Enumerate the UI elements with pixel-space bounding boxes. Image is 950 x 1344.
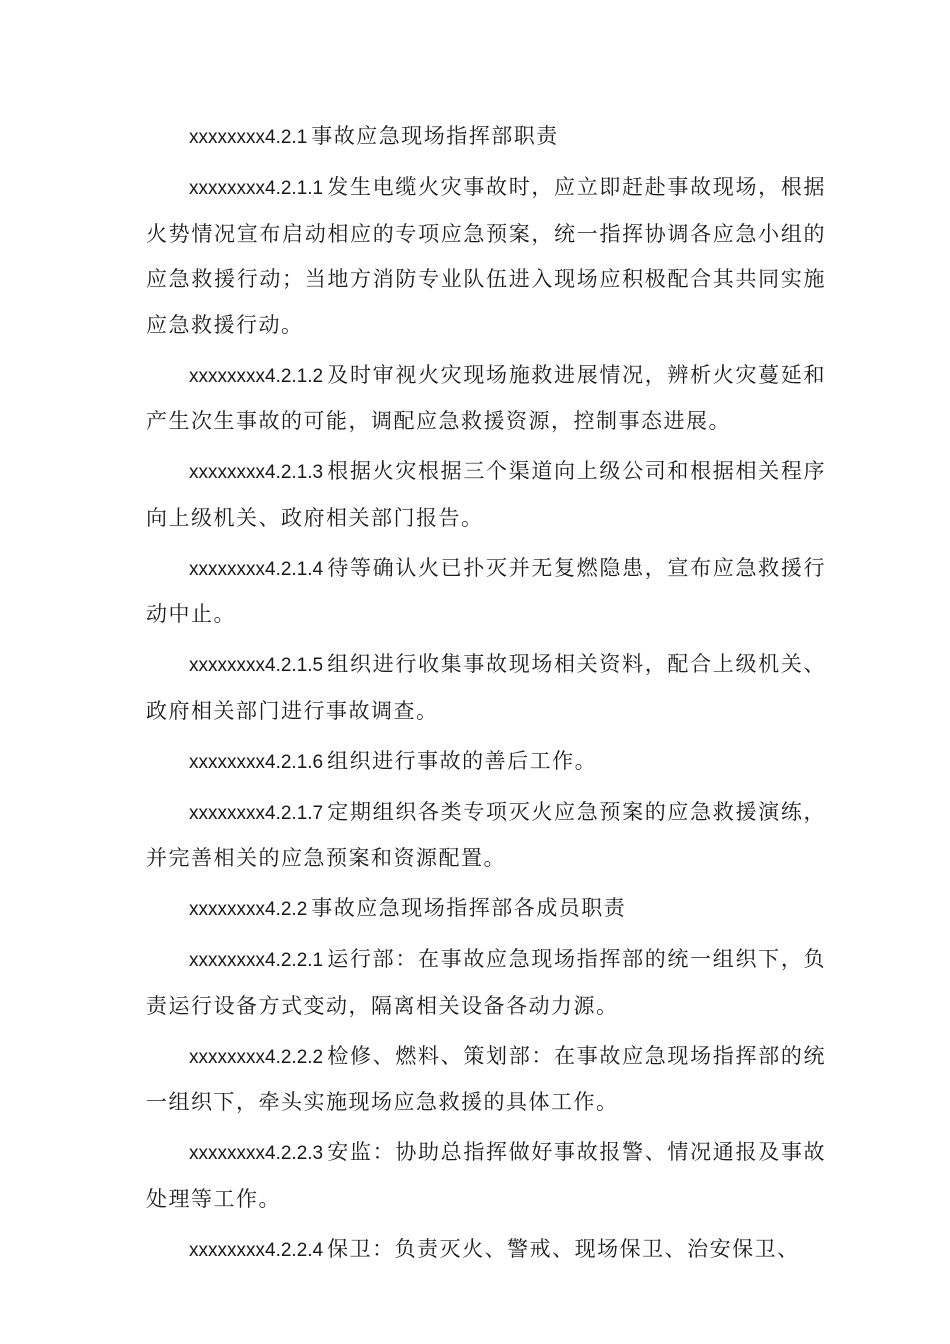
paragraph-text: 根据火灾根据三个渠道向上级公司和根据相关程序向上级机关、政府相关部门报告。 <box>146 459 826 530</box>
section-number: xxxxxxxx4.2.1 <box>189 127 308 148</box>
paragraph-4-2-2 <box>146 886 826 933</box>
paragraph-text: 及时审视火灾现场施救进展情况，辨析火灾蔓延和产生次生事故的可能，调配应急救援资源，控制事态进展。 <box>146 362 826 433</box>
section-number: xxxxxxxx4.2.2.1 <box>189 950 324 971</box>
paragraph-4-2-1-3 <box>146 449 826 541</box>
paragraph-4-2-2-4 <box>146 1227 826 1274</box>
paragraph-text: 组织进行事故的善后工作。 <box>327 748 598 773</box>
paragraph-text: 事故应急现场指挥部职责 <box>311 124 559 148</box>
paragraph-text: 保卫：负责灭火、警戒、现场保卫、治安保卫、 <box>327 1236 800 1261</box>
section-number: xxxxxxxx4.2.1.5 <box>189 655 324 676</box>
paragraph-4-2-1-7 <box>146 790 826 882</box>
paragraph-4-2-1-2 <box>146 353 826 445</box>
section-number: xxxxxxxx4.2.2.3 <box>189 1143 324 1164</box>
section-number: xxxxxxxx4.2.1.3 <box>189 462 324 483</box>
paragraph-text: 运行部：在事故应急现场指挥部的统一组织下，负责运行设备方式变动，隔离相关设备各动力源。 <box>146 947 826 1018</box>
document-body <box>146 114 826 1278</box>
section-number: xxxxxxxx4.2.1.7 <box>189 802 324 824</box>
section-number: xxxxxxxx4.2.1.1 <box>189 178 324 199</box>
paragraph-text: 发生电缆火灾事故时，应立即赶赴事故现场，根据火势情况宣布启动相应的专项应急预案，统一指挥协调各应急小组的应急救援行动；当地方消防专业队伍进入现场应积极配合其共同实施应急救援行动。 <box>146 175 826 337</box>
paragraph-text: 定期组织各类专项灭火应急预案的应急救援演练，并完善相关的应急预案和资源配置。 <box>146 799 826 870</box>
paragraph-4-2-1 <box>146 114 826 161</box>
section-number: xxxxxxxx4.2.2.4 <box>189 1239 324 1261</box>
paragraph-4-2-2-2 <box>146 1034 826 1126</box>
section-number: xxxxxxxx4.2.2 <box>189 899 308 920</box>
paragraph-text: 待等确认火已扑灭并无复燃隐患，宣布应急救援行动中止。 <box>146 555 826 626</box>
paragraph-4-2-1-5 <box>146 642 826 734</box>
section-number: xxxxxxxx4.2.1.4 <box>189 558 324 580</box>
paragraph-4-2-2-1 <box>146 937 826 1029</box>
paragraph-text: 安监：协助总指挥做好事故报警、情况通报及事故处理等工作。 <box>146 1140 826 1211</box>
section-number: xxxxxxxx4.2.2.2 <box>189 1046 324 1068</box>
paragraph-4-2-1-1 <box>146 165 826 348</box>
paragraph-4-2-1-4 <box>146 546 826 638</box>
section-number: xxxxxxxx4.2.1.6 <box>189 751 324 773</box>
paragraph-text: 组织进行收集事故现场相关资料，配合上级机关、政府相关部门进行事故调查。 <box>146 652 826 723</box>
paragraph-text: 检修、燃料、策划部：在事故应急现场指挥部的统一组织下，牵头实施现场应急救援的具体工作。 <box>146 1043 826 1114</box>
paragraph-4-2-1-6 <box>146 739 826 786</box>
section-number: xxxxxxxx4.2.1.2 <box>189 365 324 387</box>
paragraph-4-2-2-3 <box>146 1130 826 1222</box>
paragraph-text: 事故应急现场指挥部各成员职责 <box>311 896 627 920</box>
